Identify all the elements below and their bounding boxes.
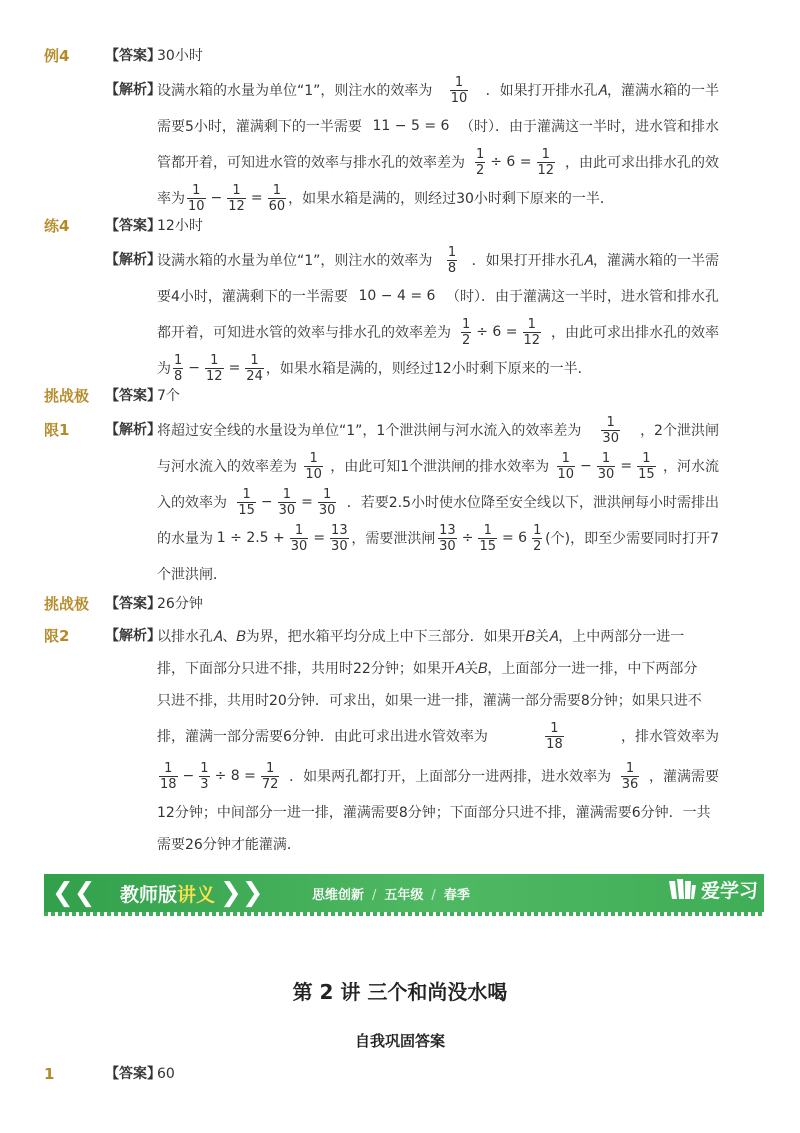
challenge-label-suffix: 限2 [44, 627, 70, 645]
text-segment: ，河水流 [662, 459, 719, 475]
answer-text: 26分钟 [157, 596, 203, 612]
analysis-tag: 【解析】 [105, 422, 161, 438]
fraction: $\frac{1}{8}$ [174, 352, 183, 384]
math-expression: $\frac{1}{10}$ − $\frac{1}{30}$ = $\frac{1}{15}$ [557, 450, 655, 482]
text-segment: ．如果打开排水孔𝐴，灌满水箱的一半 [485, 83, 719, 99]
text-segment: 需要26分钟才能灌满． [157, 837, 301, 853]
fraction: $\frac{1}{8}$ [447, 244, 457, 276]
text-segment: ，如果水箱是满的，则经过30小时剩下原来的一半． [288, 191, 614, 207]
text-segment: ，由此可求出排水孔的效 [564, 155, 719, 171]
math-expression: $\frac{1}{2}$ ÷ 6 = $\frac{1}{12}$ [475, 146, 555, 178]
math-expression: $\frac{1}{8}$ − $\frac{1}{12}$ = $\frac{1}{24}$ [174, 352, 263, 384]
chevron-double-right-icon: ❯❯ [220, 878, 264, 908]
answer-text: 30小时 [157, 48, 203, 64]
math-expression: 1 ÷ 2.5 + $\frac{1}{30}$ = $\frac{13}{30}$ [216, 522, 348, 554]
fraction: $\frac{1}{2}$ [461, 316, 471, 348]
example-label: 例4 [44, 47, 70, 65]
fraction: $\frac{1}{30}$ [290, 522, 308, 554]
fraction: $\frac{1}{36}$ [621, 760, 639, 792]
fraction: $\frac{1}{10}$ [450, 74, 468, 106]
analysis-line [157, 350, 719, 386]
text-segment: 以排水孔𝐴、𝐵为界，把水箱平均分成上中下三部分．如果开𝐵关𝐴，上中两部分一进一 [157, 629, 685, 645]
text-segment: 的水量为 [157, 531, 213, 547]
text-segment: 入的效率为 [157, 495, 227, 511]
analysis-paragraph [157, 620, 719, 860]
text-segment: (个)，即至少需要同时打开7 [545, 531, 719, 547]
text-segment: （时）．由于灌满这一半时，进水管和排水 [460, 119, 719, 135]
brand-logo: 爱学习 [667, 876, 758, 903]
text-segment: 设满水箱的水量为单位“1”，则注水的效率为 [157, 83, 433, 99]
answer-tag: 【答案】 [105, 596, 161, 612]
fraction: $\frac{1}{30}$ [318, 486, 336, 518]
fraction: $\frac{1}{2}$ [475, 146, 485, 178]
fraction: $\frac{13}{30}$ [331, 522, 348, 554]
text-segment: ，2个泄洪闸 [640, 423, 719, 439]
analysis-line [157, 448, 719, 484]
text-segment: 都开着，可知进水管的效率与排水孔的效率差为 [157, 325, 451, 341]
math-expression: $\frac{1}{10}$ − $\frac{1}{12}$ = $\frac{1}{60}$ [188, 182, 286, 214]
text-segment: ．如果两孔都打开，上面部分一进两排，进水效率为 [289, 769, 612, 785]
fraction: $\frac{1}{15}$ [238, 486, 255, 518]
question-number: 1 [44, 1065, 55, 1083]
fraction: $\frac{1}{2}$ [533, 522, 542, 554]
answer-text: 12小时 [157, 218, 203, 234]
fraction: $\frac{1}{3}$ [200, 760, 209, 792]
analysis-line [157, 684, 719, 716]
fraction: $\frac{1}{72}$ [261, 760, 279, 792]
answer-tag: 【答案】 [105, 388, 161, 404]
lecture-title: 第 2 讲 三个和尚没水喝 [292, 980, 508, 1004]
fraction: $\frac{13}{30}$ [439, 522, 456, 554]
analysis-line [157, 242, 719, 278]
analysis-line [157, 314, 719, 350]
text-segment: ，排水管效率为 [620, 729, 719, 745]
analysis-tag: 【解析】 [105, 252, 161, 268]
math-expression: $\frac{1}{15}$ − $\frac{1}{30}$ = $\frac{1}{30}$ [238, 486, 336, 518]
fraction: $\frac{1}{12}$ [206, 352, 223, 384]
analysis-line [157, 756, 719, 796]
text-segment: 排，灌满一部分需要6分钟．由此可求出进水管效率为 [157, 729, 488, 745]
fraction: $\frac{1}{10}$ [305, 450, 322, 482]
text-segment: 设满水箱的水量为单位“1”，则注水的效率为 [157, 253, 433, 269]
text-segment: （时）．由于灌满这一半时，进水管和排水孔 [446, 289, 719, 305]
answer-text: 60 [157, 1066, 175, 1082]
analysis-line [157, 620, 719, 652]
analysis-tag: 【解析】 [105, 82, 161, 98]
fraction: $\frac{1}{10}$ [188, 182, 205, 214]
fraction: $\frac{1}{30}$ [602, 414, 619, 446]
answer-text: 7个 [157, 388, 180, 404]
analysis-line [157, 180, 719, 216]
fraction: $\frac{1}{18}$ [546, 720, 563, 752]
analysis-tag: 【解析】 [105, 628, 161, 644]
chevron-double-right-icon: ❮❮ [52, 878, 96, 908]
analysis-line [157, 484, 719, 520]
analysis-line [157, 796, 719, 828]
text-segment: 与河水流入的效率差为 [157, 459, 297, 475]
text-segment: ，需要泄洪闸 [351, 531, 436, 547]
banner-dotted-divider [44, 912, 764, 916]
text-segment: ，如果水箱是满的，则经过12小时剩下原来的一半． [265, 361, 592, 377]
analysis-line [157, 144, 719, 180]
analysis-line [157, 556, 719, 592]
analysis-line [157, 652, 719, 684]
fraction: $\frac{1}{24}$ [246, 352, 263, 384]
analysis-line [157, 412, 719, 448]
text-segment: 为 [157, 361, 171, 377]
answer-tag: 【答案】 [105, 1066, 161, 1082]
math-expression: $\frac{13}{30}$ ÷ $\frac{1}{15}$ = 6 $\frac{1}{2}$ [439, 522, 542, 554]
text-segment: 12分钟；中间部分一进一排，灌满需要8分钟；下面部分只进不排，灌满需要6分钟．一共 [157, 805, 711, 821]
fraction: $\frac{1}{10}$ [557, 450, 575, 482]
text-segment: 要4小时，灌满剩下的一半需要 [157, 289, 348, 305]
challenge-label: 挑战极 [44, 387, 90, 405]
text-segment: 管都开着，可知进水管的效率与排水孔的效率差为 [157, 155, 465, 171]
practice-label: 练4 [44, 217, 70, 235]
text-segment: 排，下面部分只进不排，共用时22分钟；如果开𝐴关𝐵，上面部分一进一排，中下两部分 [157, 661, 698, 677]
analysis-paragraph [157, 72, 719, 216]
analysis-line [157, 278, 719, 314]
fraction: $\frac{1}{12}$ [228, 182, 245, 214]
fraction: $\frac{1}{12}$ [523, 316, 541, 348]
fraction: $\frac{1}{18}$ [160, 760, 177, 792]
text-segment: 需要5小时，灌满剩下的一半需要 [157, 119, 362, 135]
text-segment: ．若要2.5小时使水位降至安全线以下，泄洪闸每小时需排出 [346, 495, 719, 511]
analysis-line [157, 108, 719, 144]
analysis-paragraph [157, 412, 719, 592]
math-expression: $\frac{1}{2}$ ÷ 6 = $\frac{1}{12}$ [461, 316, 541, 348]
fraction: $\frac{1}{12}$ [537, 146, 555, 178]
section-subtitle: 自我巩固答案 [354, 1032, 445, 1050]
lecture-banner [44, 874, 764, 912]
logo-mark-icon [667, 877, 697, 903]
math-expression: 11 − 5 = 6 [372, 118, 450, 134]
math-expression: 10 − 4 = 6 [358, 288, 436, 304]
analysis-line [157, 520, 719, 556]
analysis-line [157, 828, 719, 860]
fraction: $\frac{1}{30}$ [597, 450, 615, 482]
fraction: $\frac{1}{30}$ [278, 486, 296, 518]
challenge-label: 挑战极 [44, 595, 90, 613]
banner-course-info: 思维创新 / 五年级 / 春季 [312, 888, 470, 903]
fraction: $\frac{1}{60}$ [268, 182, 286, 214]
analysis-line [157, 72, 719, 108]
answer-tag: 【答案】 [105, 48, 161, 64]
banner-brand: 教师版讲义 [120, 884, 216, 906]
text-segment: 将超过安全线的水量设为单位“1”，1个泄洪闸与河水流入的效率差为 [157, 423, 582, 439]
fraction: $\frac{1}{15}$ [479, 522, 496, 554]
text-segment: ，由此可知1个泄洪闸的排水效率为 [330, 459, 550, 475]
math-expression: $\frac{1}{18}$ − $\frac{1}{3}$ ÷ 8 = $\frac{1}{72}$ [160, 760, 279, 792]
analysis-line [157, 716, 719, 756]
challenge-label-suffix: 限1 [44, 421, 70, 439]
text-segment: 只进不排，共用时20分钟．可求出，如果一进一排，灌满一部分需要8分钟；如果只进不 [157, 693, 702, 709]
text-segment: ，灌满需要 [649, 769, 719, 785]
text-segment: 个泄洪闸． [157, 567, 227, 583]
answer-tag: 【答案】 [105, 218, 161, 234]
text-segment: 率为 [157, 191, 185, 207]
text-segment: ，由此可求出排水孔的效率 [550, 325, 719, 341]
text-segment: ．如果打开排水孔𝐴，灌满水箱的一半需 [471, 253, 719, 269]
analysis-paragraph [157, 242, 719, 386]
fraction: $\frac{1}{15}$ [638, 450, 655, 482]
